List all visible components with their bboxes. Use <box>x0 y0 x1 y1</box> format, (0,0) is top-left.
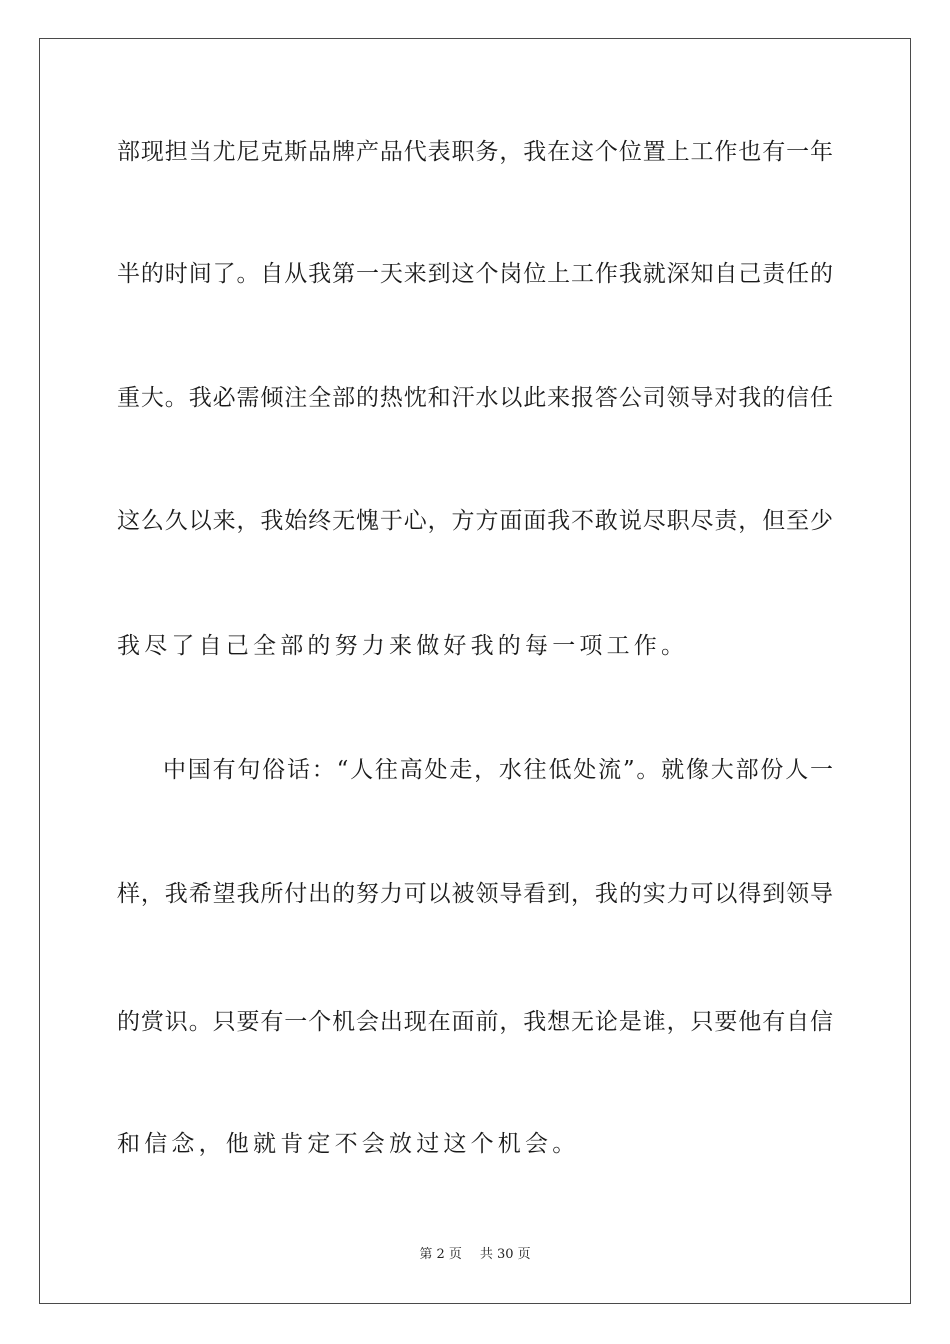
text-line-1: 部现担当尤尼克斯品牌产品代表职务，我在这个位置上工作也有一年 <box>117 139 833 165</box>
text-line-9: 和信念，他就肯定不会放过这个机会。 <box>117 1131 580 1157</box>
text-line-6: 中国有句俗话：“人往高处走，水往低处流”。就像大部份人一 <box>163 757 833 783</box>
text-line-4: 这么久以来，我始终无愧于心，方方面面我不敢说尽职尽责，但至少 <box>117 508 833 534</box>
text-line-5: 我尽了自己全部的努力来做好我的每一项工作。 <box>117 633 689 659</box>
page-footer <box>0 1246 950 1264</box>
page-border <box>39 38 911 1304</box>
page-number: 第 2 页 <box>419 1247 462 1262</box>
text-line-8: 的赏识。只要有一个机会出现在面前，我想无论是谁，只要他有自信 <box>117 1009 833 1035</box>
text-line-3: 重大。我必需倾注全部的热忱和汗水以此来报答公司领导对我的信任 <box>117 385 833 411</box>
text-line-7: 样，我希望我所付出的努力可以被领导看到，我的实力可以得到领导 <box>117 881 833 907</box>
total-pages: 共 30 页 <box>479 1247 531 1262</box>
text-line-2: 半的时间了。自从我第一天来到这个岗位上工作我就深知自己责任的 <box>117 261 833 287</box>
